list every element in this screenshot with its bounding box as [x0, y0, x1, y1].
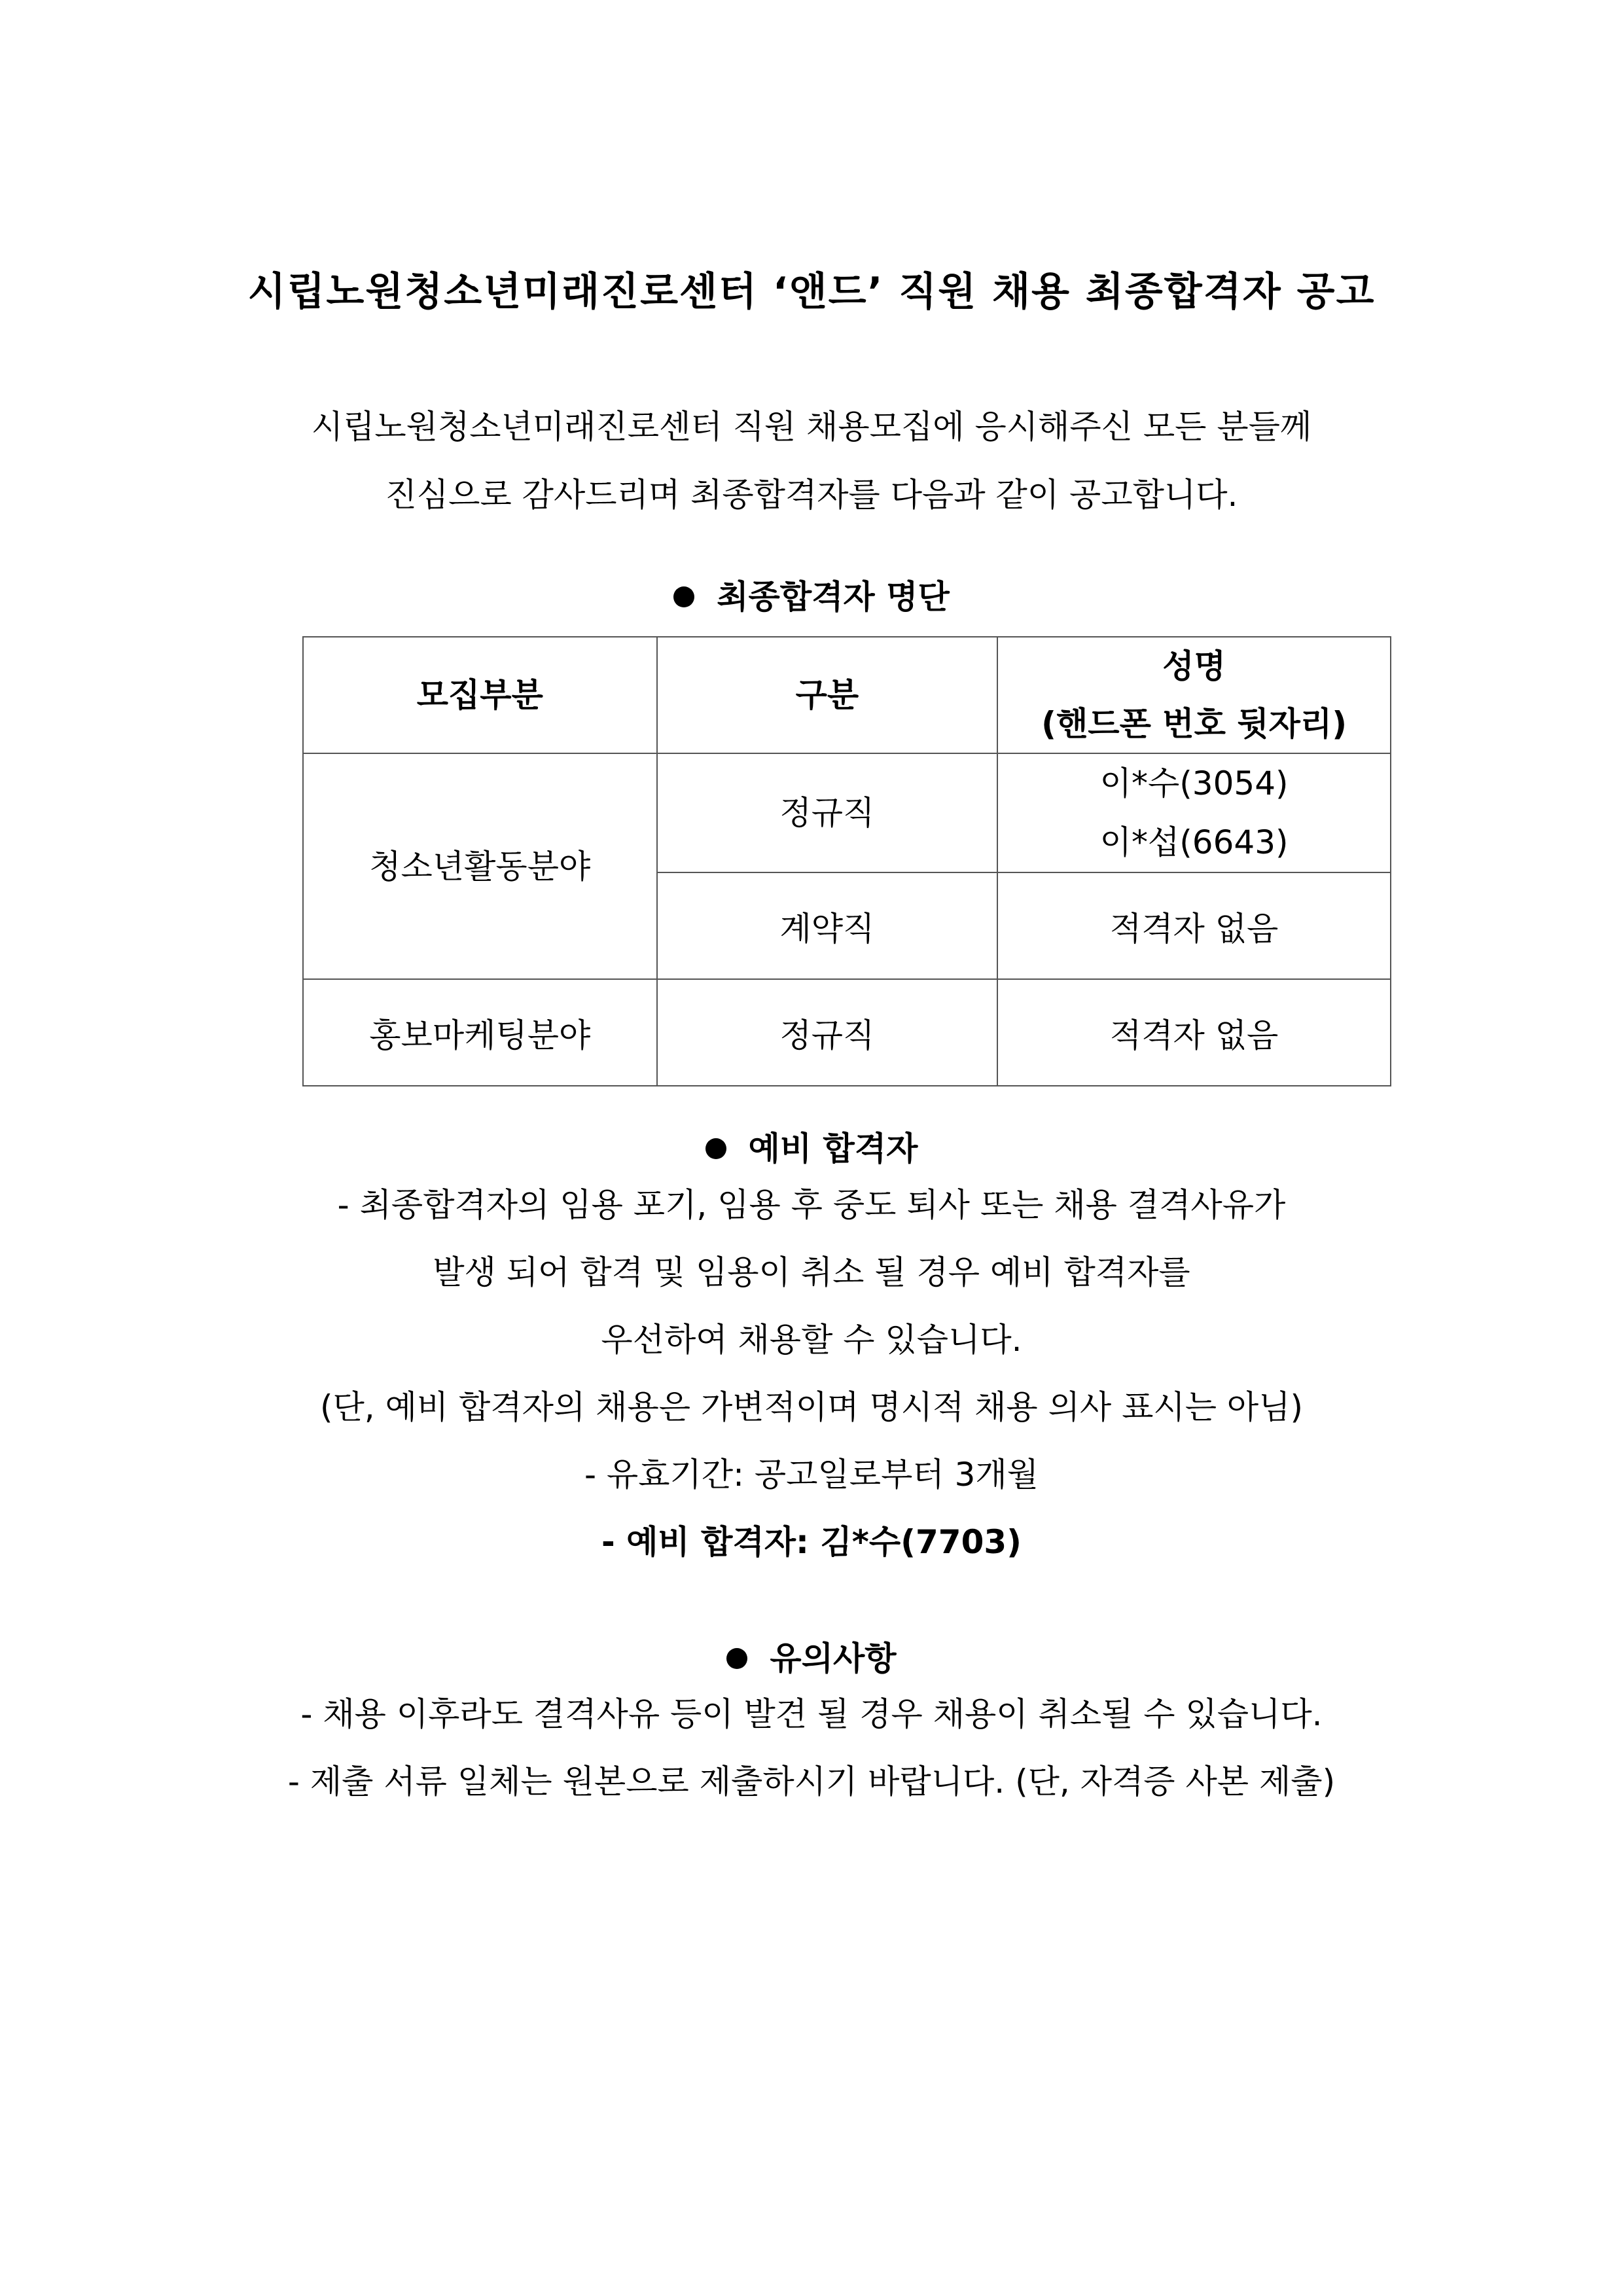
reserve-section — [0, 1172, 1623, 1576]
intro-paragraph — [0, 393, 1623, 529]
candidate-name: 이*섭(6643) — [1099, 823, 1289, 861]
notes-heading — [0, 1632, 1623, 1679]
cell-field: 청소년활동분야 — [303, 753, 657, 979]
document-title: 시립노원청소년미래진로센터 ‘앤드’ 직원 채용 최종합격자 공고 — [247, 269, 1376, 315]
roster-heading — [0, 571, 1623, 618]
cell-names — [997, 753, 1391, 872]
note-line: - 제출 서류 일체는 원본으로 제출하시기 바랍니다. (단, 자격증 사본 제출) — [287, 1763, 1336, 1801]
cell-names: 적격자 없음 — [997, 872, 1391, 979]
notes-section — [0, 1681, 1623, 1816]
header-name-label: 성명 — [1162, 647, 1226, 685]
reserve-heading-label: 예비 합격자 — [748, 1130, 918, 1168]
table-row — [303, 979, 1391, 1086]
table-row — [303, 753, 1391, 872]
reserve-line: 발생 되어 합격 및 임용이 취소 될 경우 예비 합격자를 — [433, 1253, 1190, 1291]
reserve-line: 우선하여 채용할 수 있습니다. — [601, 1321, 1022, 1359]
cell-names: 적격자 없음 — [997, 979, 1391, 1086]
bullet-icon — [705, 1138, 726, 1159]
table-header-row — [303, 637, 1391, 753]
reserve-line: (단, 예비 합격자의 채용은 가변적이며 명시적 채용 의사 표시는 아님) — [319, 1388, 1304, 1426]
roster-heading-label: 최종합격자 명단 — [717, 578, 950, 616]
cell-type: 정규직 — [657, 979, 998, 1086]
header-type: 구분 — [657, 637, 998, 753]
header-name-sub: (핸드폰 번호 뒷자리) — [1041, 705, 1347, 743]
reserve-line: - 최종합격자의 임용 포기, 임용 후 중도 퇴사 또는 채용 결격사유가 — [337, 1186, 1286, 1224]
final-roster-table — [302, 636, 1391, 1086]
header-name — [997, 637, 1391, 753]
reserve-line: - 유효기간: 공고일로부터 3개월 — [584, 1456, 1039, 1494]
reserve-candidate: - 예비 합격자: 김*수(7703) — [601, 1523, 1022, 1561]
bullet-icon — [726, 1648, 747, 1669]
reserve-heading — [0, 1122, 1623, 1170]
note-line: - 채용 이후라도 결격사유 등이 발견 될 경우 채용이 취소될 수 있습니다. — [300, 1695, 1323, 1733]
bullet-icon — [673, 586, 694, 607]
cell-type: 계약직 — [657, 872, 998, 979]
cell-field: 홍보마케팅분야 — [303, 979, 657, 1086]
notes-heading-label: 유의사항 — [770, 1640, 897, 1677]
cell-type: 정규직 — [657, 753, 998, 872]
header-field: 모집부분 — [303, 637, 657, 753]
intro-line: 진심으로 감사드리며 최종합격자를 다음과 같이 공고합니다. — [385, 476, 1238, 514]
candidate-name: 이*수(3054) — [1099, 764, 1289, 802]
intro-line: 시립노원청소년미래진로센터 직원 채용모집에 응시해주신 모든 분들께 — [311, 408, 1312, 446]
